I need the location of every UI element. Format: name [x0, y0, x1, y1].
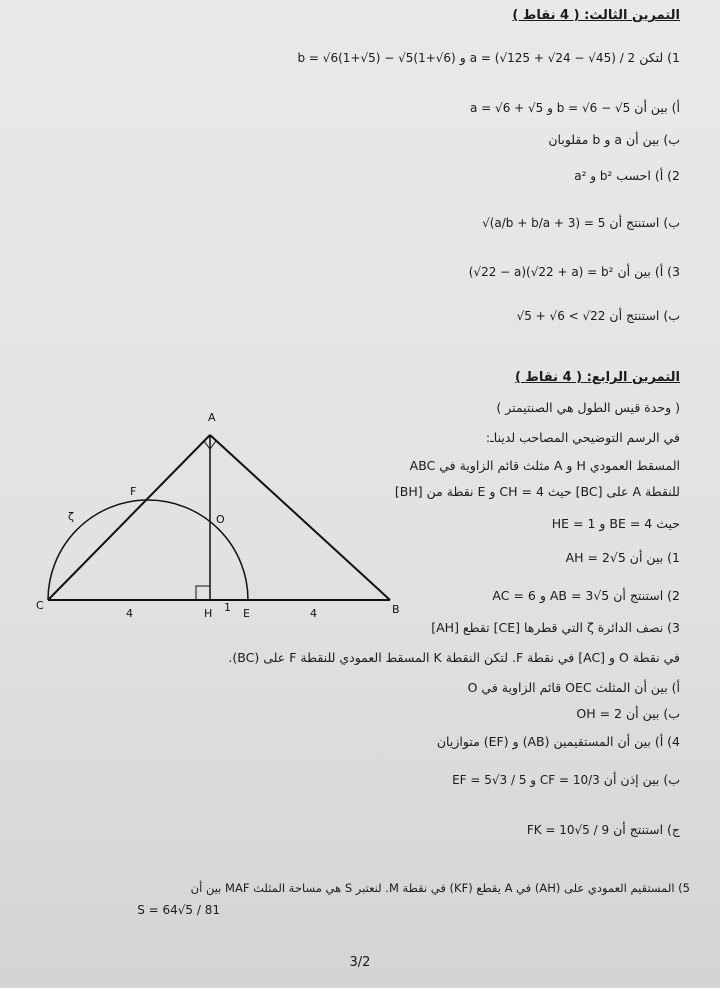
ex3-q2b	[20, 215, 680, 231]
ex4-q5: 5) المستقيم العمودي على (AH) في A يقطع (KF) في نقطة M. لنعتبر S هي مساحة المثلث MAF بين أن	[190, 881, 690, 895]
right-angle-h	[196, 586, 210, 600]
ex3-q3b-math: √5 + √6 < √22	[516, 309, 606, 323]
ex4-unit: ( وحدة قيس الطول هي الصنتيمتر )	[496, 400, 680, 415]
ex4-q4c	[20, 822, 680, 838]
ex3-q1-math-a: a = (√125 + √24 − √45) / 2	[469, 51, 636, 65]
ex4-q3d: ب) بين أن OH = 2	[576, 706, 680, 721]
point-e-label: E	[243, 607, 250, 620]
ex3-q2a-math: a² و b²	[574, 169, 613, 183]
zeta-label: ζ	[68, 510, 74, 523]
ex4-q3: 3) نصف الدائرة ζ التي قطرها [CE] تقطع [AH]	[431, 620, 680, 635]
ex4-q4c-label: ج) استنتج أن	[613, 822, 680, 837]
page-number: 3/2	[349, 955, 371, 970]
ex3-title: التمرين الثالث: ( 4 نقاط )	[512, 8, 680, 23]
ex3-q2b-math: √(a/b + b/a + 3) = 5	[482, 216, 606, 230]
geometry-figure	[28, 395, 398, 630]
ex4-l3: حيث BE = 4 و HE = 1	[551, 516, 680, 531]
ex3-q3b	[20, 308, 680, 324]
ex4-q5-result	[20, 902, 220, 918]
segment-ab	[210, 435, 390, 600]
point-a-label: A	[208, 411, 216, 424]
point-b-label: B	[392, 603, 400, 616]
ex4-q3c: أ) بين أن المثلث OEC قائم الزاوية في O	[467, 680, 680, 695]
ex4-l1: ABC مثلث قائم الزاوية في A و H المسقط العمودي	[409, 458, 680, 473]
ex3-q1	[20, 50, 680, 66]
ex4-q5-math: S = 64√5 / 81	[137, 903, 220, 917]
point-f-label: F	[130, 485, 137, 498]
ex3-q1-label: 1) لتكن	[639, 50, 680, 65]
point-c-label: C	[36, 599, 44, 612]
ex4-q4c-math: FK = 10√5 / 9	[526, 823, 610, 837]
ex3-q1-and: و	[459, 50, 466, 65]
ex3-q2a	[20, 168, 680, 184]
ex4-q2: 2) استنتج أن AB = 3√5 و AC = 6	[492, 588, 680, 603]
ex3-q2a-label: 2) أ) احسب	[616, 168, 680, 183]
ex3-q1a-math: a = √6 + √5 و b = √6 − √5	[470, 101, 631, 115]
ex4-q4b	[20, 772, 680, 788]
ex3-q3b-label: ب) استنتج أن	[609, 308, 680, 323]
ex3-q3a-math: (√22 − a)(√22 + a) = b²	[468, 265, 614, 279]
ex3-q1-math-b: b = √6(1+√5) − √5(1+√6)	[297, 51, 456, 65]
length-eb-label: 4	[310, 607, 317, 620]
ex3-q2b-label: ب) استنتج أن	[609, 215, 680, 230]
ex3-q1a	[20, 100, 680, 116]
length-ch-label: 4	[126, 607, 133, 620]
ex4-q1: 1) بين أن AH = 2√5	[565, 550, 680, 565]
ex4-l2: للنقطة A على [BC] حيث CH = 4 و E نقطة من [BH]	[394, 484, 680, 499]
ex3-q3a	[20, 264, 680, 280]
ex4-intro: في الرسم التوضيحي المصاحب لديناـ:	[485, 430, 680, 445]
point-o-label: O	[216, 513, 225, 526]
ex4-q3b: في نقطة O و [AC] في نقطة F. لتكن النقطة K المسقط العمودي للنقطة F على (BC).	[228, 650, 680, 665]
ex4-q4b-label: ب) بين إذن أن	[603, 772, 680, 787]
ex3-q1a-label: أ) بين أن	[634, 100, 680, 115]
ex4-q4b-math: EF = 5√3 / 5 و CF = 10/3	[452, 773, 600, 787]
ex4-q4a: 4) أ) بين أن المستقيمين (AB) و (EF) متوازيان	[436, 734, 680, 749]
length-he-label: 1	[224, 601, 231, 614]
ex3-q1b: ب) بين أن a و b مقلوبان	[548, 132, 680, 147]
point-h-label: H	[204, 607, 213, 620]
ex4-title: التمرين الرابع: ( 4 نقاط )	[514, 370, 680, 385]
ex3-q3a-label: 3) أ) بين أن	[617, 264, 680, 279]
